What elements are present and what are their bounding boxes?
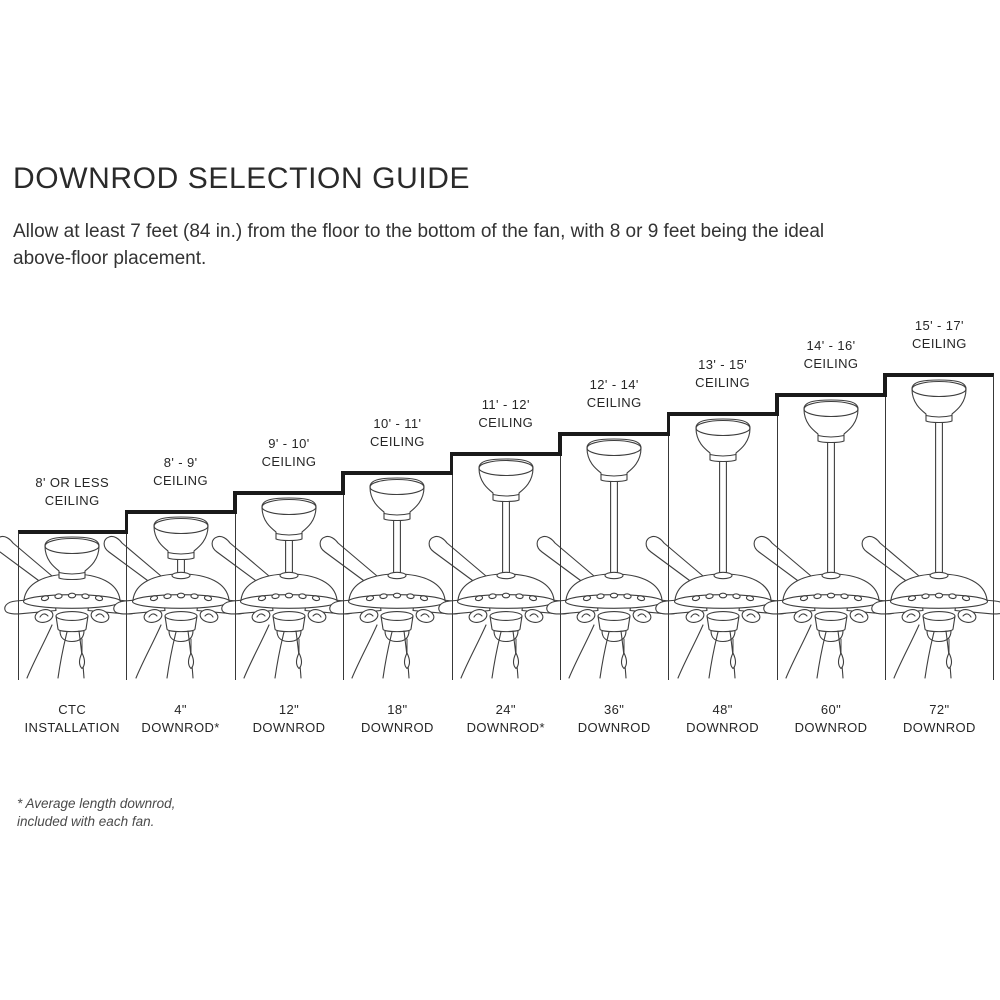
downrod-size-line-1: 12" <box>278 702 300 717</box>
downrod-size-line-1: 24" <box>495 702 516 717</box>
downrod-size-line-1: 48" <box>712 702 733 717</box>
intro-line-1: Allow at least 7 feet (84 in.) from the floor to the bottom of the fan, with 8 or 9 feet being the ideal <box>13 221 825 242</box>
ceiling-step-riser <box>233 491 237 514</box>
downrod-size-line-2: DOWNROD <box>252 719 326 735</box>
ceiling-step-riser <box>775 393 779 416</box>
ceiling-height-line-1: 14' - 16' <box>806 338 856 353</box>
downrod-size-line-2: DOWNROD <box>794 719 868 735</box>
ceiling-height-line-1: 8' OR LESS <box>35 475 110 490</box>
ceiling-height-line-2: CEILING <box>153 473 208 488</box>
ceiling-height-line-1: 10' - 11' <box>373 416 422 431</box>
ceiling-height-line-2: CEILING <box>695 375 750 390</box>
downrod-size-line-1: 72" <box>929 702 950 717</box>
ceiling-step-riser <box>883 373 887 397</box>
page-title: DOWNROD SELECTION GUIDE <box>13 162 471 195</box>
downrod-size-line-1: 4" <box>174 702 187 717</box>
downrod-size-line-2: DOWNROD <box>577 719 651 735</box>
footnote-line-1: * Average length downrod, <box>17 796 176 811</box>
ceiling-step-riser <box>450 452 454 475</box>
downrod-size-line-2: DOWNROD* <box>141 719 220 735</box>
ceiling-step-riser <box>341 471 345 495</box>
ceiling-height-line-1: 8' - 9' <box>163 455 198 470</box>
downrod-size-label <box>875 701 1000 736</box>
footnote <box>17 795 175 831</box>
downrod-size-line-2: DOWNROD <box>686 719 760 735</box>
footnote-line-2: included with each fan. <box>17 814 155 829</box>
ceiling-height-line-1: 15' - 17' <box>914 318 964 333</box>
ceiling-height-line-1: 13' - 15' <box>698 357 748 372</box>
ceiling-height-line-2: CEILING <box>261 454 317 469</box>
downrod-size-line-1: 36" <box>604 702 625 717</box>
ceiling-step-riser <box>125 510 129 534</box>
ceiling-height-line-2: CEILING <box>803 356 859 371</box>
ceiling-step-riser <box>667 412 671 436</box>
ceiling-height-line-2: CEILING <box>369 434 425 449</box>
ceiling-fan-illustration <box>853 373 1000 680</box>
downrod-size-line-2: INSTALLATION <box>24 719 120 735</box>
ceiling-height-line-2: CEILING <box>478 415 534 430</box>
ceiling-height-line-2: CEILING <box>586 395 642 410</box>
ceiling-height-line-2: CEILING <box>44 493 100 508</box>
downrod-size-line-2: DOWNROD <box>360 719 434 735</box>
ceiling-height-label <box>875 317 1000 353</box>
ceiling-step-riser <box>558 432 562 456</box>
downrod-size-line-1: 60" <box>820 702 842 717</box>
intro-line-2: above-floor placement. <box>13 248 207 269</box>
ceiling-height-line-1: 12' - 14' <box>589 377 639 392</box>
downrod-size-line-1: 18" <box>387 702 408 717</box>
ceiling-height-line-1: 9' - 10' <box>268 436 310 451</box>
ceiling-height-line-1: 11' - 12' <box>481 397 530 412</box>
downrod-size-line-2: DOWNROD* <box>466 719 545 735</box>
downrod-size-line-1: CTC <box>58 702 87 717</box>
ceiling-height-line-2: CEILING <box>911 336 967 351</box>
downrod-size-line-2: DOWNROD <box>902 719 976 735</box>
